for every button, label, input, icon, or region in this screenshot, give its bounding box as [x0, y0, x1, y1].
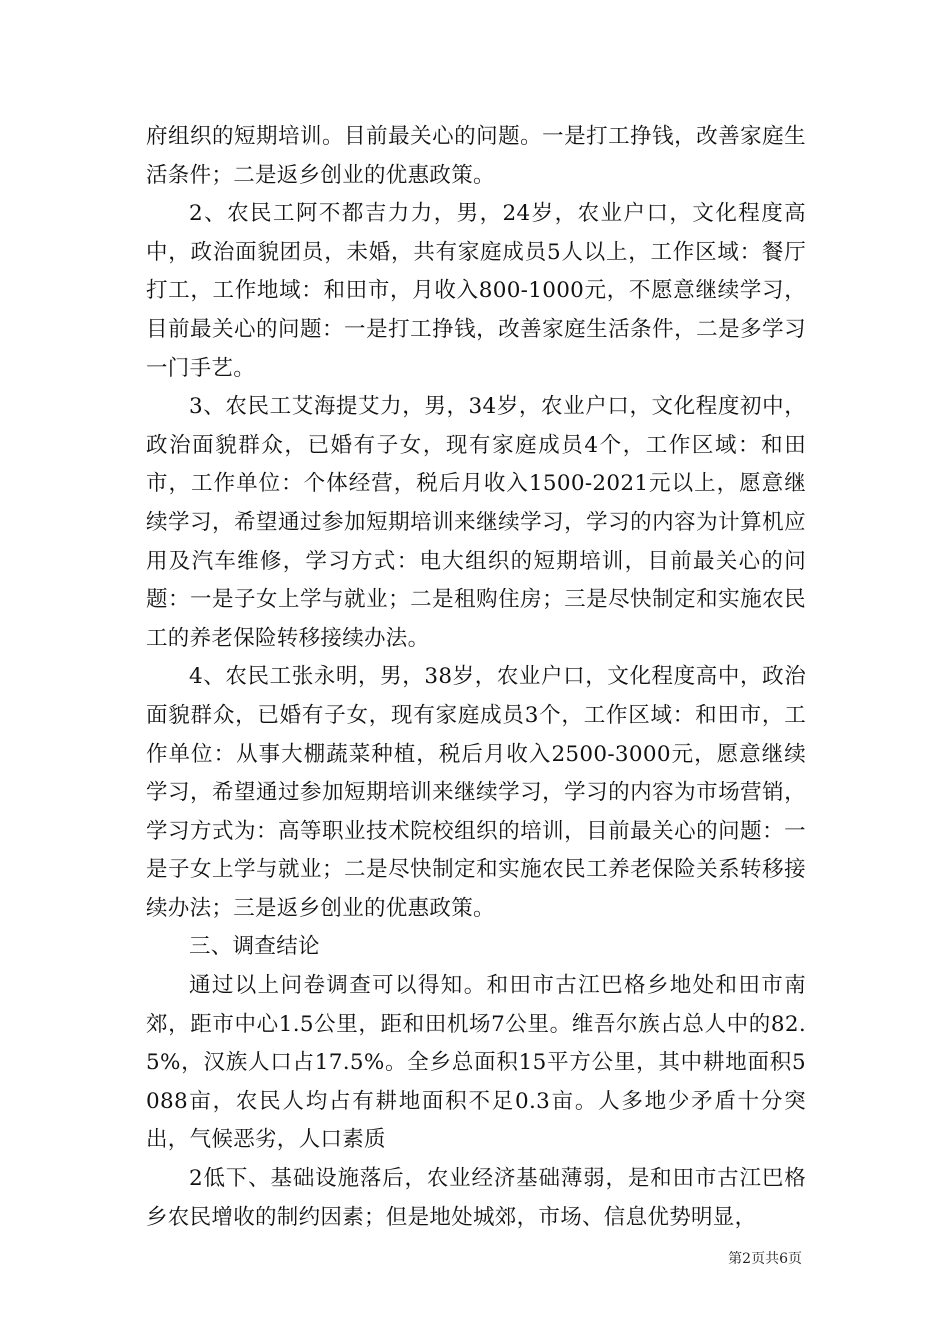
paragraph-conclusion-continued: 2低下、基础设施落后，农业经济基础薄弱，是和田市古江巴格乡农民增收的制约因素；但是地处城郊，市场、信息优势明显，	[146, 1166, 806, 1230]
paragraph-worker-2: 2、农民工阿不都吉力力，男，24岁，农业户口，文化程度高中，政治面貌团员，未婚，共有家庭成员5人以上，工作区域：餐厅打工，工作地域：和田市，月收入800-1000元，不愿意继续学习，目前最关心的问题：一是打工挣钱，改善家庭生活条件，二是多学习一门手艺。	[146, 201, 806, 381]
paragraph-worker-3: 3、农民工艾海提艾力，男，34岁，农业户口，文化程度初中，政治面貌群众，已婚有子女，现有家庭成员4个，工作区域：和田市，工作单位：个体经营，税后月收入1500-2021元以上，愿意继续学习，希望通过参加短期培训来继续学习，学习的内容为计算机应用及汽车维修，学习方式：电大组织的短期培训，目前最关心的问题：一是子女上学与就业；二是租购住房；三是尽快制定和实施农民工的养老保险转移接续办法。	[146, 394, 806, 651]
page-number-footer: 第2页共6页	[728, 1251, 802, 1267]
section-heading-conclusion: 三、调查结论	[189, 934, 320, 960]
paragraph-worker-4: 4、农民工张永明，男，38岁，农业户口，文化程度高中，政治面貌群众，已婚有子女，现有家庭成员3个，工作区域：和田市，工作单位：从事大棚蔬菜种植，税后月收入2500-3000元，愿意继续学习，希望通过参加短期培训来继续学习，学习的内容为市场营销，学习方式为：高等职业技术院校组织的培训，目前最关心的问题：一是子女上学与就业；二是尽快制定和实施农民工养老保险关系转移接续办法；三是返乡创业的优惠政策。	[146, 664, 806, 921]
document-body	[146, 118, 806, 1237]
paragraph-conclusion: 通过以上问卷调查可以得知。和田市古江巴格乡地处和田市南郊，距市中心1.5公里，距和田机场7公里。维吾尔族占总人中的82.5%，汉族人口占17.5%。全乡总面积15平方公里，其中耕地面积5088亩，农民人均占有耕地面积不足0.3亩。人多地少矛盾十分突出，气候恶劣，人口素质	[146, 973, 806, 1153]
paragraph-continuation: 府组织的短期培训。目前最关心的问题。一是打工挣钱，改善家庭生活条件；二是返乡创业的优惠政策。	[146, 124, 806, 188]
